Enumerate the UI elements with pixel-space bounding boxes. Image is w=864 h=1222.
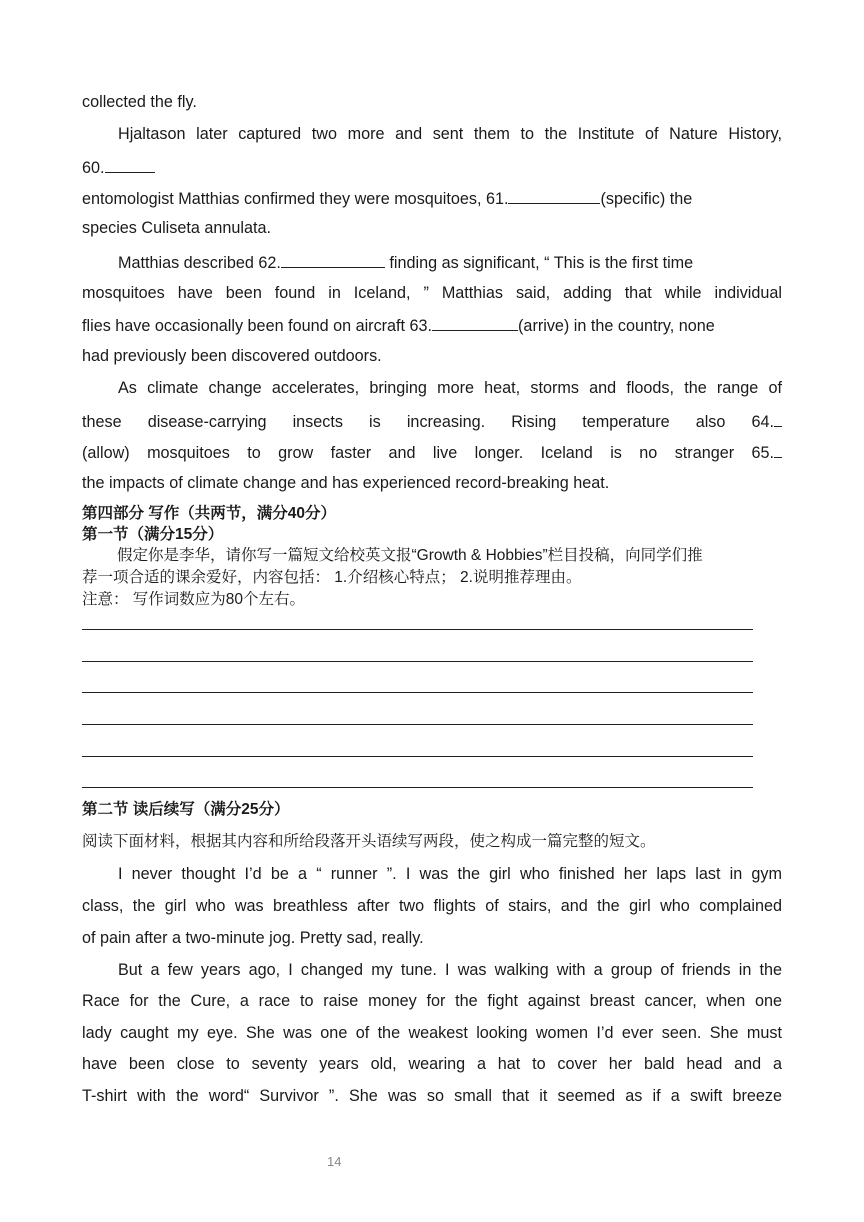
- story-line: lady caught my eye. She was one of the weakest looking women I’d ever seen. She must: [82, 1024, 782, 1042]
- passage-line: mosquitoes have been found in Iceland, ” Matthias said, adding that while individual: [82, 284, 782, 302]
- passage-line-q61: [82, 187, 782, 209]
- story-line: But a few years ago, I changed my tune. I was walking with a group of friends in the: [118, 961, 782, 979]
- story-line: I never thought I’d be a “ runner ”. I was the girl who finished her laps last in gym: [118, 865, 782, 883]
- story-line: class, the girl who was breathless after two flights of stairs, and the girl who complained: [82, 897, 782, 915]
- page-number: 14: [327, 1154, 342, 1169]
- story-line: Race for the Cure, a race to raise money for the fight against breast cancer, when one: [82, 992, 782, 1010]
- q60-number: 60.: [82, 159, 105, 177]
- note: 注意： 写作词数应为80个左右。: [82, 591, 306, 608]
- writing-line[interactable]: [82, 629, 753, 630]
- passage-line: Hjaltason later captured two more and sent them to the Institute of Nature History,: [118, 125, 782, 143]
- passage-line-q62: Matthias described 62. finding as significant, “ This is the first time: [82, 251, 782, 273]
- part-title: 第四部分 写作（共两节，满分40分）: [82, 505, 337, 522]
- story-line: T-shirt with the word“ Survivor ”. She was so small that it seemed as if a swift breeze: [82, 1087, 782, 1105]
- q60-blank[interactable]: [105, 156, 155, 173]
- writing-line[interactable]: [82, 724, 753, 725]
- passage-text: entomologist Matthias confirmed they were mosquitoes, 61. (specific) the: [82, 187, 692, 209]
- passage-line-q65: (allow) mosquitoes to grow faster and live longer. Iceland is no stranger 65.: [82, 441, 782, 463]
- story-line: have been close to seventy years old, wearing a hat to cover her bald head and a: [82, 1055, 782, 1073]
- section1-title: 第一节（满分15分）: [82, 526, 224, 543]
- passage-line: As climate change accelerates, bringing more heat, storms and floods, the range of: [118, 379, 782, 397]
- writing-line[interactable]: [82, 787, 753, 788]
- task-line: 荐一项合适的课余爱好，内容包括： 1.介绍核心特点； 2.说明推荐理由。: [82, 569, 582, 586]
- passage-line: collected the fly.: [82, 93, 197, 111]
- writing-line[interactable]: [82, 661, 753, 662]
- passage-line-q60: [82, 156, 782, 178]
- writing-line[interactable]: [82, 692, 753, 693]
- q62-blank[interactable]: [281, 251, 385, 268]
- section2-instructions: 阅读下面材料，根据其内容和所给段落开头语续写两段，使之构成一篇完整的短文。: [82, 833, 656, 850]
- passage-line: species Culiseta annulata.: [82, 219, 271, 237]
- q63-blank[interactable]: [432, 314, 518, 331]
- q64-blank[interactable]: [774, 410, 782, 427]
- task-line: 假定你是李华，请你写一篇短文给校英文报“Growth & Hobbies”栏目投稿，向同学们推: [117, 547, 703, 564]
- passage-line: the impacts of climate change and has experienced record-breaking heat.: [82, 474, 610, 492]
- section2-title: 第二节 读后续写（满分25分）: [82, 801, 290, 818]
- writing-line[interactable]: [82, 756, 753, 757]
- passage-line: had previously been discovered outdoors.: [82, 347, 382, 365]
- passage-line-q63: flies have occasionally been found on aircraft 63. (arrive) in the country, none: [82, 314, 782, 336]
- passage-line-q64: these disease-carrying insects is increasing. Rising temperature also 64.: [82, 410, 782, 432]
- q65-blank[interactable]: [774, 441, 782, 458]
- q61-blank[interactable]: [508, 187, 600, 204]
- story-line: of pain after a two-minute jog. Pretty sad, really.: [82, 929, 424, 947]
